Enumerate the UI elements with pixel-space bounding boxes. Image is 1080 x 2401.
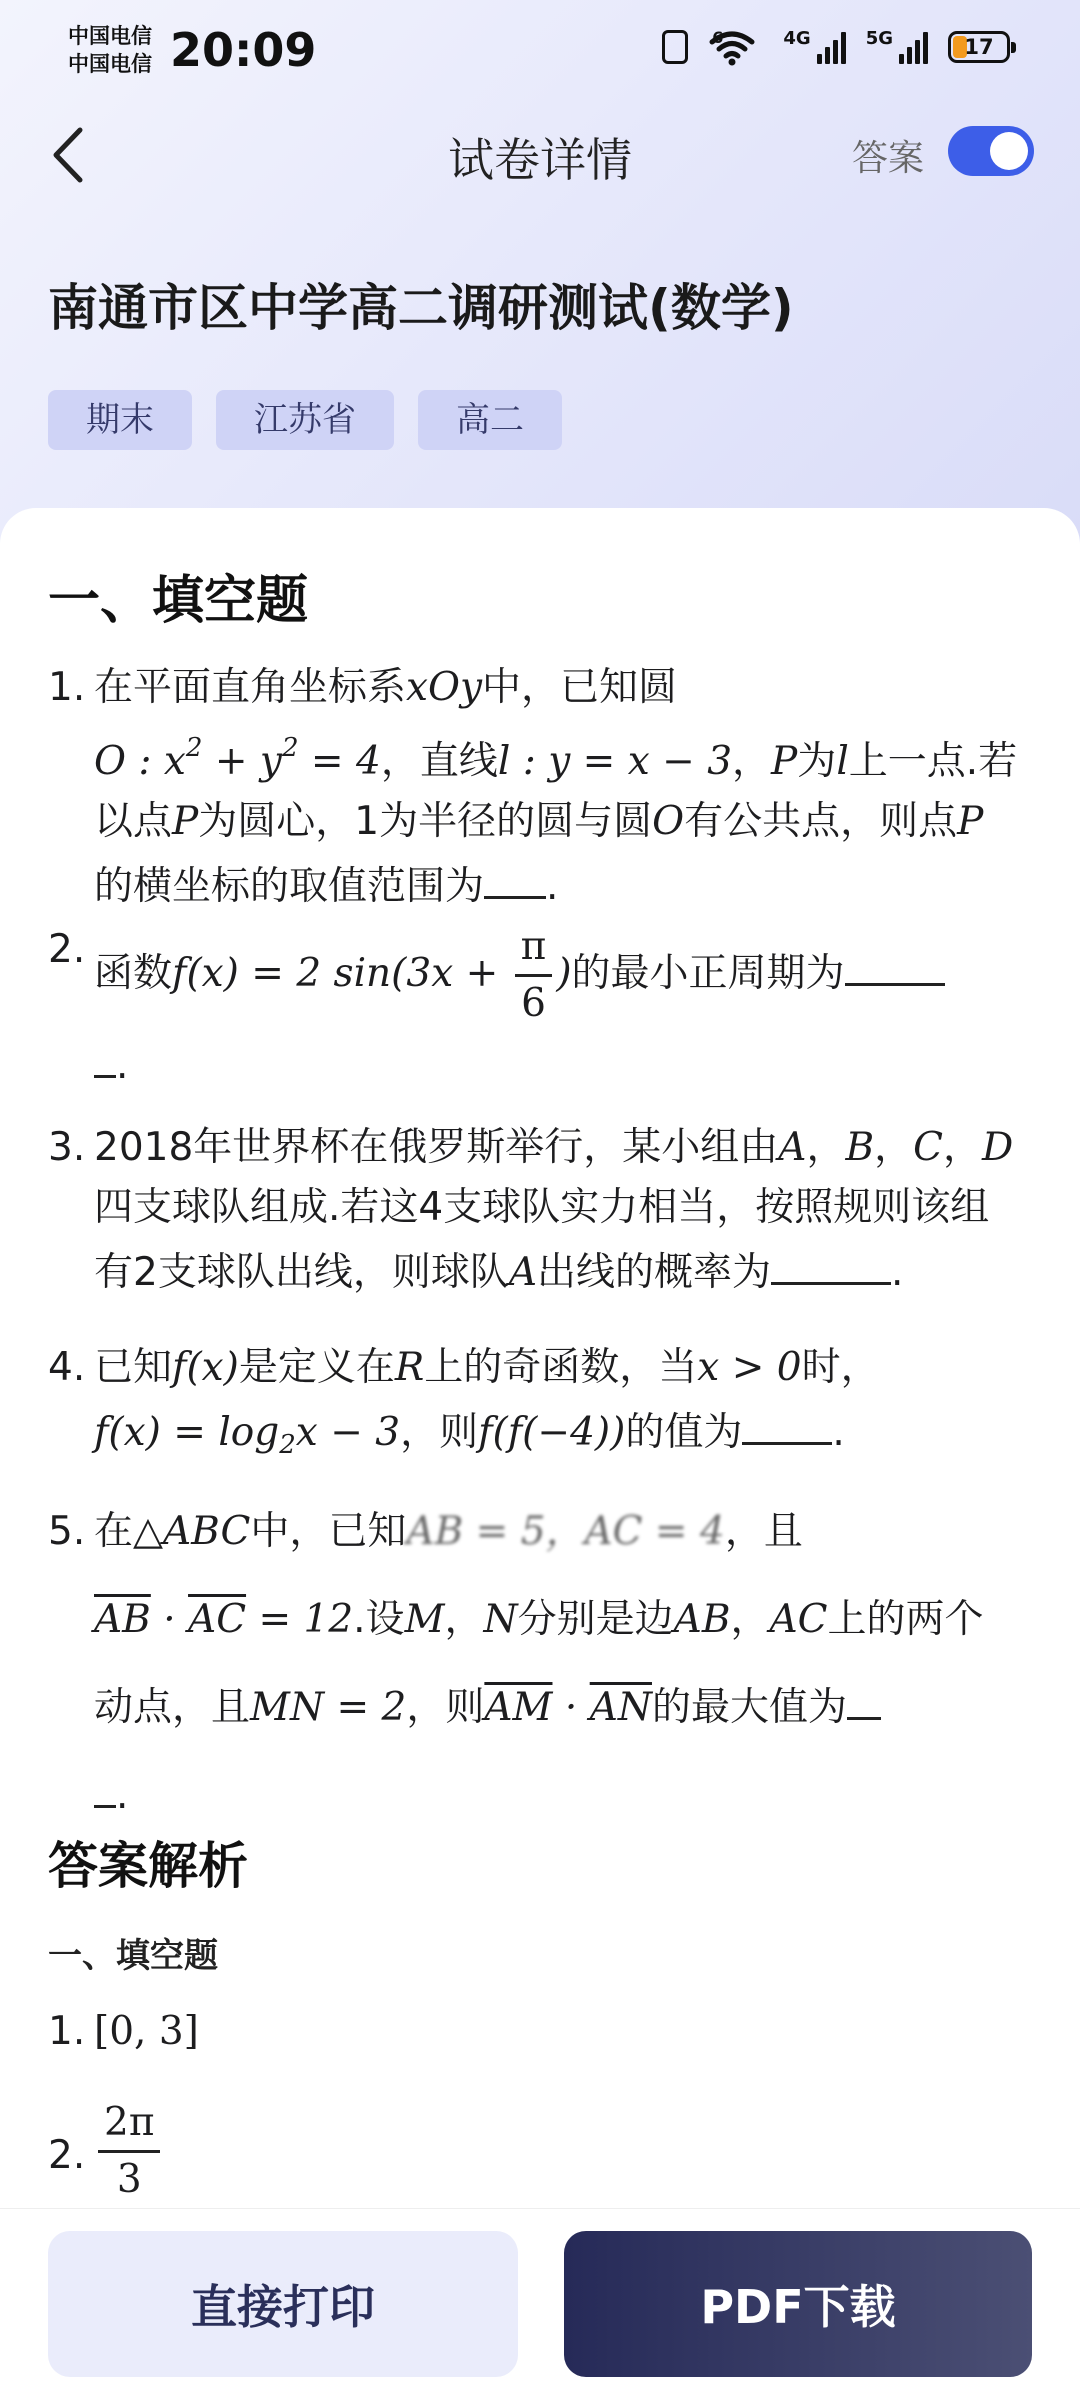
question-number: 2.: [48, 927, 86, 972]
text: 上一点.若以点: [94, 739, 1018, 844]
text: 出线的概率为: [537, 1250, 772, 1295]
question-text: [94, 658, 1018, 917]
text: ，直线: [380, 739, 498, 784]
page-title: 试卷详情: [448, 133, 632, 187]
answer-2: [48, 2096, 1018, 2207]
network-type-1: 4G: [783, 28, 811, 49]
answers-title: 答案解析: [48, 1837, 248, 1895]
text: 的值为: [625, 1410, 743, 1455]
math: f(x) = 2 sin(3x +: [172, 951, 511, 996]
text: 为圆心，1为半径的圆与圆: [198, 799, 653, 844]
tag-province: 江苏省: [216, 390, 394, 450]
text: 为: [797, 739, 837, 784]
question-5: [48, 1488, 1018, 1840]
question-2: [48, 920, 1018, 1096]
text: 的最小正周期为: [571, 951, 845, 996]
math: f(x) = log: [94, 1410, 280, 1455]
content-card[interactable]: [0, 508, 1080, 2208]
math: x − 3: [295, 1410, 401, 1455]
pdf-download-button[interactable]: PDF下载: [564, 2231, 1032, 2377]
text: ，: [444, 1597, 484, 1642]
carrier-2: 中国电信: [68, 52, 152, 76]
text: 的横坐标的取值范围为: [94, 864, 485, 909]
answer-blank: [484, 852, 546, 899]
bottom-action-bar: [0, 2208, 1080, 2401]
math: ·: [150, 1597, 189, 1642]
math: ABC: [163, 1509, 251, 1554]
text: .: [546, 864, 559, 909]
math: AC: [769, 1597, 828, 1642]
math: M: [404, 1597, 445, 1642]
signal-2-icon: [899, 30, 928, 64]
tag-exam-type: 期末: [48, 390, 192, 450]
question-4: [48, 1338, 1018, 1475]
answer-number: 1.: [48, 2009, 86, 2054]
answers-section-title: 一、填空题: [48, 1936, 218, 1976]
text: 四支球队组成.若这4支球队实力相当，按照规则该组有2支球队出线，则球队: [94, 1185, 990, 1295]
math: AB: [673, 1597, 731, 1642]
answer-blank: [742, 1398, 832, 1445]
answer-blank: [845, 939, 945, 986]
math: = 12: [246, 1597, 354, 1642]
text: ，: [730, 1597, 770, 1642]
answer-toggle[interactable]: [948, 126, 1034, 176]
math: O : x: [94, 739, 186, 784]
denominator: 6: [521, 981, 546, 1026]
text: 上的奇函数，当: [424, 1345, 698, 1390]
text: ，且: [724, 1509, 803, 1554]
answer-blank: [94, 1031, 116, 1078]
math: C: [913, 1125, 943, 1170]
text: ，则: [406, 1685, 485, 1730]
question-text: [94, 1338, 1018, 1475]
question-number: 4.: [48, 1345, 86, 1390]
math: A: [778, 1125, 807, 1170]
blurred-image-text: AB = 5，AC = 4: [406, 1509, 725, 1554]
math: x > 0: [697, 1345, 802, 1390]
question-text: [94, 920, 1018, 1096]
text: ，: [942, 1125, 982, 1170]
text: .: [116, 1043, 129, 1088]
vector: $\overline{AB}$: [94, 1597, 151, 1642]
answer-fraction: [98, 2096, 160, 2207]
status-bar: [0, 0, 1080, 100]
math: D: [982, 1125, 1014, 1170]
answer-toggle-label: 答案: [852, 138, 925, 179]
text: 在平面直角坐标系: [94, 665, 407, 710]
signal-1-icon: [817, 30, 846, 64]
text: .: [832, 1410, 845, 1455]
carrier-1: 中国电信: [68, 24, 152, 48]
math: R: [394, 1345, 425, 1390]
text: 分别是边: [517, 1597, 674, 1642]
math: = 4: [298, 739, 381, 784]
nav-bar: [0, 110, 1080, 200]
math: MN = 2: [250, 1685, 407, 1730]
section-title: 一、填空题: [48, 571, 309, 631]
vector: $\overline{AM}$: [484, 1685, 553, 1730]
math: O: [652, 799, 685, 844]
numerator: 2π: [98, 2096, 160, 2153]
exponent: 2: [185, 733, 203, 763]
battery-icon: [948, 31, 1010, 63]
answer-blank: [94, 1761, 116, 1808]
answer-1: [48, 2002, 1018, 2062]
math: + y: [202, 739, 282, 784]
text: 有公共点，则点: [684, 799, 958, 844]
text: .: [891, 1250, 904, 1295]
paper-tags: [48, 390, 562, 450]
text: .设: [353, 1597, 405, 1642]
status-time: 20:09: [170, 23, 317, 77]
paper-title: 南通市区中学高二调研测试(数学): [48, 279, 794, 337]
question-number: 3.: [48, 1125, 86, 1170]
math: l: [836, 739, 849, 784]
wifi-label: 6: [712, 28, 724, 47]
text: ，: [806, 1125, 846, 1170]
answer-value: [0, 3]: [94, 2009, 199, 2054]
text: ，: [732, 739, 772, 784]
math: ·: [552, 1685, 590, 1730]
text: 中，已知圆: [482, 665, 678, 710]
network-type-2: 5G: [865, 28, 893, 49]
exponent: 2: [281, 733, 299, 763]
question-text: [94, 1118, 1018, 1303]
tag-grade: 高二: [418, 390, 562, 450]
carrier-names: [68, 22, 152, 78]
subscript: 2: [279, 1430, 296, 1460]
denominator: 3: [116, 2157, 142, 2202]
answer-blank: [771, 1238, 891, 1285]
battery-level: 17: [964, 35, 994, 59]
text: 在△: [94, 1509, 163, 1554]
text: 已知: [94, 1345, 173, 1390]
text: 中，已知: [250, 1509, 407, 1554]
math: l : y = x − 3: [497, 739, 733, 784]
toggle-knob: [990, 132, 1028, 170]
question-1: [48, 658, 1018, 917]
math: P: [771, 739, 798, 784]
question-number: 5.: [48, 1509, 86, 1554]
math: f(f(−4)): [478, 1410, 626, 1455]
text: .: [116, 1773, 129, 1818]
math: N: [483, 1597, 518, 1642]
text: ，则: [400, 1410, 479, 1455]
fraction: [515, 920, 553, 1031]
math: f(x): [172, 1345, 239, 1390]
math: ): [556, 951, 572, 996]
text: 是定义在: [238, 1345, 395, 1390]
answer-number: 2.: [48, 2133, 86, 2178]
vector: $\overline{AN}$: [589, 1685, 652, 1730]
text: 的最大值为: [651, 1685, 847, 1730]
status-icons: [662, 28, 1010, 66]
question-text: [94, 1488, 1018, 1840]
vibrate-icon: [662, 30, 688, 64]
math: B: [845, 1125, 875, 1170]
text: 上的两个动点，且: [94, 1597, 984, 1730]
text: 2018年世界杯在俄罗斯举行，某小组由: [94, 1125, 779, 1170]
math: xOy: [406, 665, 483, 710]
text: 时，: [801, 1345, 880, 1390]
math: P: [957, 799, 984, 844]
question-number: 1.: [48, 665, 86, 710]
numerator: π: [515, 920, 553, 977]
print-button[interactable]: 直接打印: [48, 2231, 518, 2377]
text: ，: [874, 1125, 914, 1170]
answer-blank: [847, 1673, 881, 1720]
vector: $\overline{AC}$: [188, 1597, 247, 1642]
question-3: [48, 1118, 1018, 1303]
math: A: [508, 1250, 537, 1295]
text: 函数: [94, 951, 173, 996]
math: P: [172, 799, 199, 844]
